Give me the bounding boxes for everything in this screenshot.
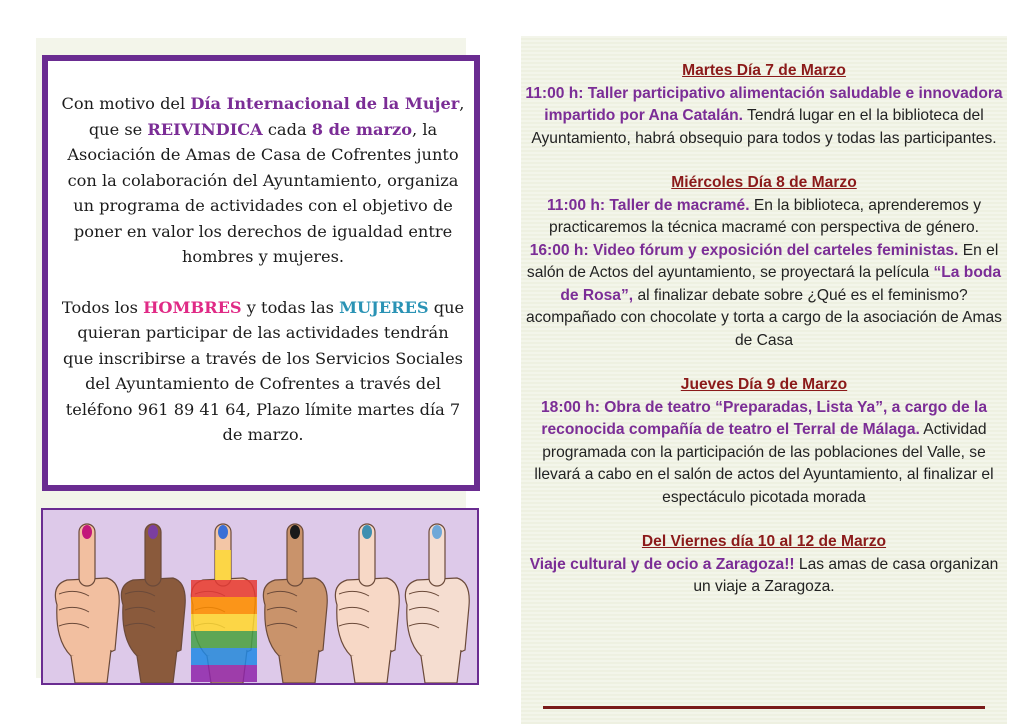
event-activity [521,195,1007,240]
intro-text [60,91,466,448]
hand-1 [55,524,119,683]
hand-2 [121,524,185,683]
activity-description: En la biblioteca, aprenderemos y practicaremos la técnica macramé con perspectiva de género. [549,196,981,236]
activity-description: Las amas de casa organizan un viaje a Zaragoza. [693,555,999,595]
fist [405,578,469,657]
highlight-reivindica: REIVINDICA [147,119,263,139]
schedule-event [521,374,1007,509]
fist [121,578,185,657]
activity-description: Tendrá lugar en el la biblioteca del Ayuntamiento, habrá obsequio para todos y todas las participantes. [531,107,997,147]
highlight-hombres: HOMBRES [143,297,242,317]
intro-text-part: , la Asociación de Amas de Casa de Cofrentes junto con la colaboración del Ayuntamiento, organiza un programa de actividades con el objetivo de poner en valor los derechos de igualdad entre hombres y mujeres. [67,119,459,266]
nail [218,525,228,539]
intro-text-part: Todos los [61,297,144,317]
event-activity [521,397,1007,510]
fist [335,578,399,657]
intro-paragraph-2 [60,295,466,448]
nail [148,525,158,539]
activity-highlight: “La boda de Rosa”, [560,264,1002,304]
activity-highlight: 11:00 h: Taller de macramé. [547,196,750,214]
intro-box [42,55,480,491]
nail [290,525,300,539]
schedule-event [521,60,1007,150]
schedule-event [521,531,1007,599]
right-panel [521,36,1007,724]
hands-illustration [41,508,479,685]
nail [82,525,92,539]
rainbow-finger [215,550,231,580]
event-day-heading: Del Viernes día 10 al 12 de Marzo [641,533,887,550]
fist [55,578,119,657]
event-activity [521,554,1007,599]
hands-svg [43,510,477,683]
hand-4 [263,524,327,683]
event-day-heading: Martes Día 7 de Marzo [682,62,846,79]
activity-highlight: Viaje cultural y de ocio a Zaragoza!! [529,555,795,573]
nail [362,525,372,539]
intro-text-part: y todas las [241,297,340,317]
activity-highlight: 16:00 h: Video fórum y exposición del carteles feministas. [529,241,959,259]
highlight-dia-internacional: Día Internacional de la Mujer [190,94,460,113]
activity-description: al finalizar debate sobre ¿Qué es el feminismo? acompañado con chocolate y torta a cargo de la asociación de Amas de Casa [526,286,1002,349]
intro-paragraph-1 [60,91,466,270]
hand-5 [335,524,399,683]
activity-description: En el salón de Actos del ayuntamiento, se proyectará la película [526,241,999,281]
rainbow-band [191,665,257,682]
rainbow-band [191,614,257,631]
rainbow-band [191,648,257,665]
intro-text-part: que quieran participar de las actividades tendrán que inscribirse a través de los Servicios Sociales del Ayuntamiento de Cofrentes a través del teléfono 961 89 41 64, Plazo límite martes día 7 de marzo. [62,297,465,444]
rainbow-band [191,597,257,614]
nail [432,525,442,539]
rainbow-band [191,631,257,648]
schedule-event [521,172,1007,352]
event-activity [521,83,1007,151]
highlight-8-de-marzo: 8 de marzo [311,119,413,139]
event-day-heading: Miércoles Día 8 de Marzo [671,174,857,191]
intro-text-part: cada [262,119,312,139]
event-day-heading: Jueves Día 9 de Marzo [680,376,848,393]
bottom-rule [543,706,985,709]
intro-text-part: , que se [88,94,465,139]
hand-6 [405,524,469,683]
intro-text-part: Con motivo del [61,94,191,113]
activity-description: Actividad programada con la participación de las poblaciones del Valle, se llevará a cabo en el salón de actos del Ayuntamiento, al finalizar el espectáculo picotada morada [534,421,994,506]
event-activity [521,240,1007,353]
hand-3 [191,524,257,683]
highlight-mujeres: MUJERES [339,297,429,317]
rainbow-band [191,580,257,597]
schedule [521,60,1007,621]
activity-highlight: 18:00 h: Obra de teatro “Preparadas, Lista Ya”, a cargo de la reconocida compañía de teatro el Terral de Málaga. [540,398,988,438]
activity-highlight: 11:00 h: Taller participativo alimentación saludable e innovadora impartido por Ana Catalán. [525,84,1003,124]
fist [263,578,327,657]
